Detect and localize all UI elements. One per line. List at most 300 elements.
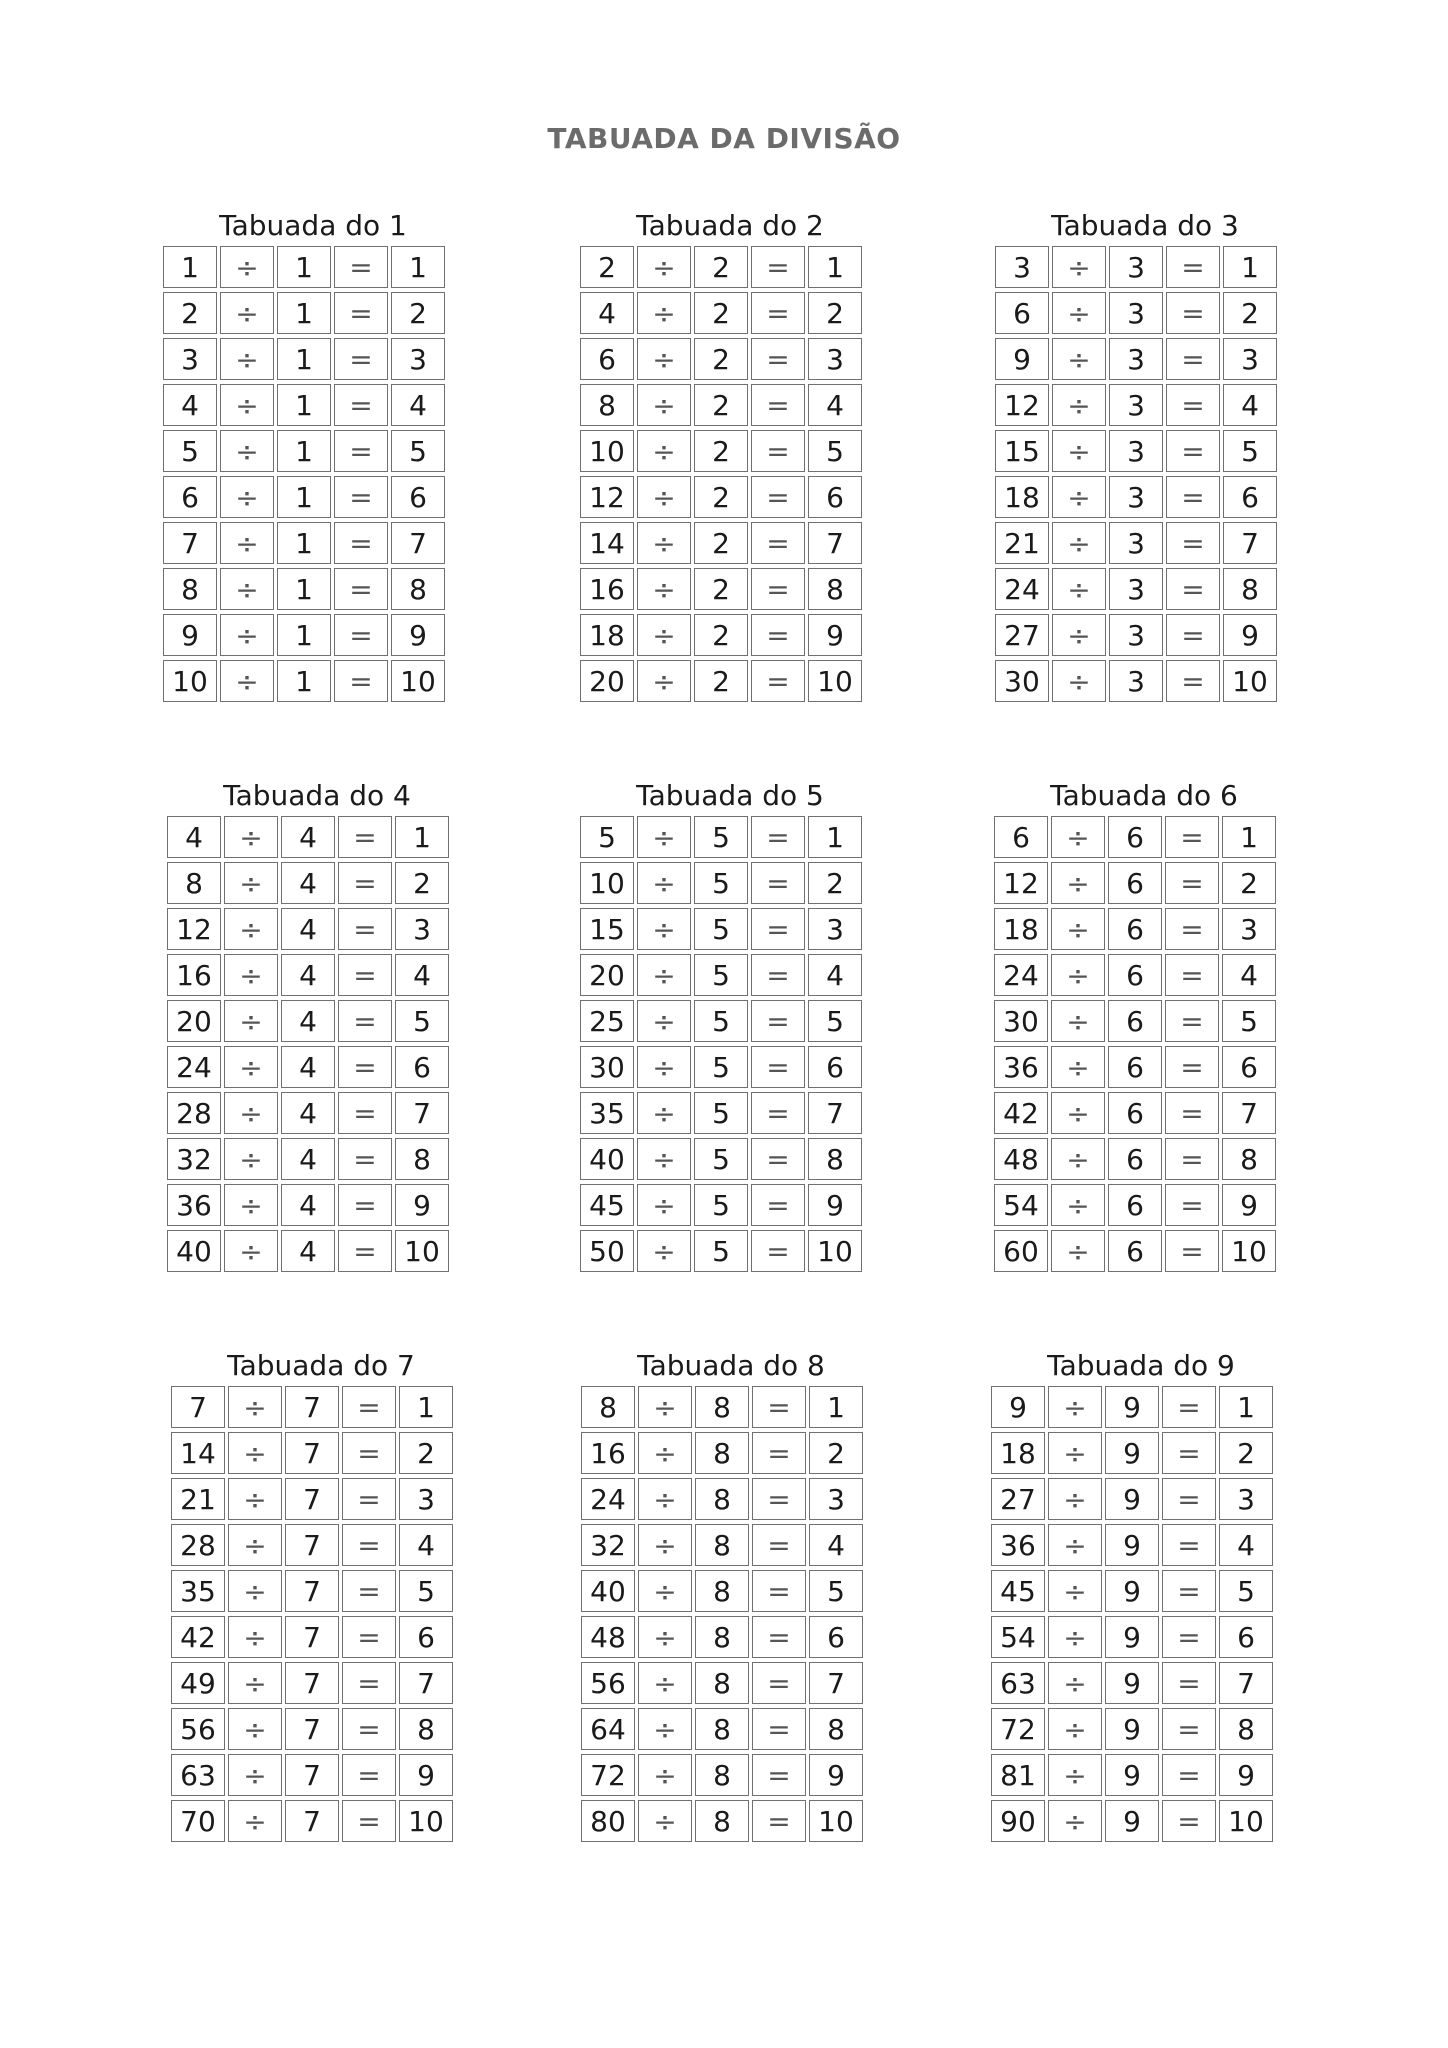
- divisor-cell: 3: [1109, 476, 1163, 518]
- division-table: [163, 208, 463, 706]
- divisor-cell: 1: [277, 568, 331, 610]
- divisor-cell: 4: [281, 862, 335, 904]
- quotient-cell: 3: [1223, 338, 1277, 380]
- table-row: [994, 1138, 1294, 1180]
- quotient-cell: 9: [395, 1184, 449, 1226]
- quotient-cell: 3: [391, 338, 445, 380]
- dividend-cell: 14: [580, 522, 634, 564]
- table-row: [171, 1754, 471, 1796]
- equals-sign-cell: =: [342, 1524, 396, 1566]
- divide-sign-cell: ÷: [1052, 476, 1106, 518]
- equals-sign-cell: =: [751, 568, 805, 610]
- dividend-cell: 30: [994, 1000, 1048, 1042]
- divisor-cell: 5: [694, 1046, 748, 1088]
- table-row: [163, 430, 463, 472]
- divisor-cell: 2: [694, 660, 748, 702]
- equals-sign-cell: =: [751, 908, 805, 950]
- quotient-cell: 2: [391, 292, 445, 334]
- dividend-cell: 36: [167, 1184, 221, 1226]
- table-row: [580, 954, 880, 996]
- divide-sign-cell: ÷: [1052, 246, 1106, 288]
- divide-sign-cell: ÷: [1052, 338, 1106, 380]
- dividend-cell: 2: [163, 292, 217, 334]
- divisor-cell: 6: [1108, 862, 1162, 904]
- quotient-cell: 2: [808, 292, 862, 334]
- dividend-cell: 30: [580, 1046, 634, 1088]
- divisor-cell: 1: [277, 338, 331, 380]
- dividend-cell: 6: [163, 476, 217, 518]
- dividend-cell: 27: [995, 614, 1049, 656]
- divisor-cell: 2: [694, 430, 748, 472]
- equals-sign-cell: =: [1165, 1138, 1219, 1180]
- quotient-cell: 9: [399, 1754, 453, 1796]
- divisor-cell: 5: [694, 1092, 748, 1134]
- divisor-cell: 3: [1109, 522, 1163, 564]
- divide-sign-cell: ÷: [637, 476, 691, 518]
- table-row: [580, 1138, 880, 1180]
- divisor-cell: 2: [694, 292, 748, 334]
- divide-sign-cell: ÷: [1052, 614, 1106, 656]
- divide-sign-cell: ÷: [637, 614, 691, 656]
- dividend-cell: 28: [167, 1092, 221, 1134]
- dividend-cell: 48: [994, 1138, 1048, 1180]
- equals-sign-cell: =: [1165, 1230, 1219, 1272]
- dividend-cell: 24: [994, 954, 1048, 996]
- table-row: [991, 1386, 1291, 1428]
- table-row: [991, 1616, 1291, 1658]
- equals-sign-cell: =: [1162, 1662, 1216, 1704]
- divisor-cell: 1: [277, 476, 331, 518]
- table-row: [991, 1708, 1291, 1750]
- divide-sign-cell: ÷: [637, 292, 691, 334]
- quotient-cell: 5: [399, 1570, 453, 1612]
- divisor-cell: 7: [285, 1570, 339, 1612]
- equals-sign-cell: =: [1165, 908, 1219, 950]
- dividend-cell: 20: [580, 954, 634, 996]
- quotient-cell: 2: [399, 1432, 453, 1474]
- equals-sign-cell: =: [338, 1138, 392, 1180]
- equals-sign-cell: =: [1165, 862, 1219, 904]
- divide-sign-cell: ÷: [224, 1000, 278, 1042]
- table-row: [167, 1092, 467, 1134]
- equals-sign-cell: =: [1166, 614, 1220, 656]
- equals-sign-cell: =: [1165, 1000, 1219, 1042]
- table-row: [167, 816, 467, 858]
- page-title: TABUADA DA DIVISÃO: [547, 122, 901, 155]
- dividend-cell: 20: [580, 660, 634, 702]
- divide-sign-cell: ÷: [220, 522, 274, 564]
- table-row: [580, 1092, 880, 1134]
- dividend-cell: 8: [163, 568, 217, 610]
- divide-sign-cell: ÷: [637, 908, 691, 950]
- dividend-cell: 70: [171, 1800, 225, 1842]
- equals-sign-cell: =: [334, 614, 388, 656]
- table-row: [171, 1708, 471, 1750]
- divide-sign-cell: ÷: [228, 1524, 282, 1566]
- equals-sign-cell: =: [751, 338, 805, 380]
- divisor-cell: 6: [1108, 1138, 1162, 1180]
- table-title: Tabuada do 6: [1050, 779, 1238, 812]
- table-row: [995, 292, 1295, 334]
- divisor-cell: 8: [695, 1432, 749, 1474]
- quotient-cell: 6: [1219, 1616, 1273, 1658]
- table-row: [171, 1478, 471, 1520]
- table-row: [171, 1662, 471, 1704]
- quotient-cell: 10: [1223, 660, 1277, 702]
- division-table: [171, 1348, 471, 1846]
- dividend-cell: 49: [171, 1662, 225, 1704]
- dividend-cell: 24: [581, 1478, 635, 1520]
- dividend-cell: 63: [171, 1754, 225, 1796]
- dividend-cell: 3: [163, 338, 217, 380]
- dividend-cell: 64: [581, 1708, 635, 1750]
- quotient-cell: 1: [1223, 246, 1277, 288]
- table-title: Tabuada do 8: [637, 1349, 825, 1382]
- divisor-cell: 1: [277, 292, 331, 334]
- equals-sign-cell: =: [334, 430, 388, 472]
- dividend-cell: 3: [995, 246, 1049, 288]
- equals-sign-cell: =: [751, 522, 805, 564]
- divisor-cell: 3: [1109, 384, 1163, 426]
- quotient-cell: 9: [808, 614, 862, 656]
- division-table: [581, 1348, 881, 1846]
- table-row: [580, 1000, 880, 1042]
- divide-sign-cell: ÷: [637, 430, 691, 472]
- equals-sign-cell: =: [752, 1478, 806, 1520]
- table-row: [991, 1432, 1291, 1474]
- divide-sign-cell: ÷: [637, 1000, 691, 1042]
- divisor-cell: 5: [694, 862, 748, 904]
- table-row: [995, 338, 1295, 380]
- table-row: [171, 1524, 471, 1566]
- table-row: [163, 476, 463, 518]
- quotient-cell: 3: [395, 908, 449, 950]
- divisor-cell: 5: [694, 1184, 748, 1226]
- quotient-cell: 9: [1222, 1184, 1276, 1226]
- divisor-cell: 8: [695, 1754, 749, 1796]
- equals-sign-cell: =: [751, 1184, 805, 1226]
- table-row: [580, 522, 880, 564]
- divide-sign-cell: ÷: [220, 476, 274, 518]
- quotient-cell: 3: [808, 908, 862, 950]
- division-table: [991, 1348, 1291, 1846]
- quotient-cell: 4: [808, 954, 862, 996]
- dividend-cell: 5: [163, 430, 217, 472]
- quotient-cell: 5: [809, 1570, 863, 1612]
- divisor-cell: 8: [695, 1616, 749, 1658]
- divide-sign-cell: ÷: [1051, 862, 1105, 904]
- equals-sign-cell: =: [751, 1138, 805, 1180]
- divide-sign-cell: ÷: [638, 1800, 692, 1842]
- divisor-cell: 8: [695, 1386, 749, 1428]
- table-row: [580, 614, 880, 656]
- divide-sign-cell: ÷: [1051, 1092, 1105, 1134]
- quotient-cell: 4: [1222, 954, 1276, 996]
- equals-sign-cell: =: [752, 1386, 806, 1428]
- table-row: [580, 908, 880, 950]
- dividend-cell: 72: [991, 1708, 1045, 1750]
- divide-sign-cell: ÷: [1051, 1138, 1105, 1180]
- quotient-cell: 6: [395, 1046, 449, 1088]
- divisor-cell: 7: [285, 1432, 339, 1474]
- quotient-cell: 5: [808, 1000, 862, 1042]
- divisor-cell: 3: [1109, 614, 1163, 656]
- dividend-cell: 16: [167, 954, 221, 996]
- dividend-cell: 80: [581, 1800, 635, 1842]
- divisor-cell: 9: [1105, 1524, 1159, 1566]
- quotient-cell: 10: [808, 1230, 862, 1272]
- equals-sign-cell: =: [752, 1570, 806, 1612]
- equals-sign-cell: =: [342, 1432, 396, 1474]
- dividend-cell: 81: [991, 1754, 1045, 1796]
- divisor-cell: 5: [694, 1000, 748, 1042]
- divide-sign-cell: ÷: [638, 1754, 692, 1796]
- equals-sign-cell: =: [334, 660, 388, 702]
- table-row: [581, 1524, 881, 1566]
- divisor-cell: 3: [1109, 292, 1163, 334]
- divide-sign-cell: ÷: [1051, 1046, 1105, 1088]
- equals-sign-cell: =: [1162, 1616, 1216, 1658]
- quotient-cell: 10: [399, 1800, 453, 1842]
- table-row: [167, 908, 467, 950]
- table-row: [580, 568, 880, 610]
- divisor-cell: 9: [1105, 1754, 1159, 1796]
- dividend-cell: 9: [991, 1386, 1045, 1428]
- table-row: [991, 1478, 1291, 1520]
- quotient-cell: 8: [1219, 1708, 1273, 1750]
- equals-sign-cell: =: [751, 384, 805, 426]
- dividend-cell: 24: [167, 1046, 221, 1088]
- dividend-cell: 10: [580, 430, 634, 472]
- divide-sign-cell: ÷: [224, 1046, 278, 1088]
- divide-sign-cell: ÷: [1052, 292, 1106, 334]
- divide-sign-cell: ÷: [228, 1570, 282, 1612]
- divisor-cell: 4: [281, 1230, 335, 1272]
- quotient-cell: 5: [395, 1000, 449, 1042]
- divide-sign-cell: ÷: [638, 1708, 692, 1750]
- divisor-cell: 4: [281, 1092, 335, 1134]
- dividend-cell: 9: [995, 338, 1049, 380]
- dividend-cell: 8: [581, 1386, 635, 1428]
- table-row: [171, 1386, 471, 1428]
- equals-sign-cell: =: [338, 1092, 392, 1134]
- table-title: Tabuada do 3: [1051, 209, 1239, 242]
- table-row: [995, 522, 1295, 564]
- equals-sign-cell: =: [1166, 338, 1220, 380]
- divisor-cell: 8: [695, 1662, 749, 1704]
- dividend-cell: 30: [995, 660, 1049, 702]
- equals-sign-cell: =: [342, 1570, 396, 1612]
- quotient-cell: 3: [1222, 908, 1276, 950]
- table-title: Tabuada do 5: [636, 779, 824, 812]
- quotient-cell: 9: [391, 614, 445, 656]
- divide-sign-cell: ÷: [1051, 816, 1105, 858]
- divisor-cell: 6: [1108, 1046, 1162, 1088]
- divide-sign-cell: ÷: [638, 1570, 692, 1612]
- dividend-cell: 2: [580, 246, 634, 288]
- divide-sign-cell: ÷: [638, 1524, 692, 1566]
- equals-sign-cell: =: [342, 1386, 396, 1428]
- division-table: [167, 778, 467, 1276]
- equals-sign-cell: =: [1162, 1478, 1216, 1520]
- table-title: Tabuada do 1: [219, 209, 407, 242]
- dividend-cell: 6: [580, 338, 634, 380]
- quotient-cell: 8: [391, 568, 445, 610]
- divide-sign-cell: ÷: [637, 660, 691, 702]
- divide-sign-cell: ÷: [637, 1092, 691, 1134]
- table-row: [995, 430, 1295, 472]
- divide-sign-cell: ÷: [638, 1616, 692, 1658]
- divisor-cell: 7: [285, 1386, 339, 1428]
- quotient-cell: 9: [809, 1754, 863, 1796]
- divisor-cell: 1: [277, 522, 331, 564]
- dividend-cell: 8: [167, 862, 221, 904]
- table-row: [991, 1754, 1291, 1796]
- quotient-cell: 2: [809, 1432, 863, 1474]
- quotient-cell: 9: [1223, 614, 1277, 656]
- divide-sign-cell: ÷: [228, 1616, 282, 1658]
- table-row: [580, 816, 880, 858]
- quotient-cell: 7: [809, 1662, 863, 1704]
- divide-sign-cell: ÷: [220, 292, 274, 334]
- divisor-cell: 4: [281, 954, 335, 996]
- equals-sign-cell: =: [1165, 816, 1219, 858]
- divide-sign-cell: ÷: [637, 568, 691, 610]
- divisor-cell: 2: [694, 522, 748, 564]
- equals-sign-cell: =: [1162, 1524, 1216, 1566]
- divide-sign-cell: ÷: [637, 384, 691, 426]
- divide-sign-cell: ÷: [228, 1708, 282, 1750]
- dividend-cell: 15: [995, 430, 1049, 472]
- equals-sign-cell: =: [751, 476, 805, 518]
- divide-sign-cell: ÷: [1048, 1386, 1102, 1428]
- table-row: [581, 1754, 881, 1796]
- equals-sign-cell: =: [1162, 1708, 1216, 1750]
- divide-sign-cell: ÷: [220, 384, 274, 426]
- dividend-cell: 4: [580, 292, 634, 334]
- quotient-cell: 4: [1223, 384, 1277, 426]
- dividend-cell: 40: [580, 1138, 634, 1180]
- equals-sign-cell: =: [1165, 1184, 1219, 1226]
- divide-sign-cell: ÷: [228, 1754, 282, 1796]
- division-table: [580, 208, 880, 706]
- table-row: [994, 1046, 1294, 1088]
- dividend-cell: 4: [167, 816, 221, 858]
- quotient-cell: 7: [399, 1662, 453, 1704]
- quotient-cell: 1: [1219, 1386, 1273, 1428]
- table-row: [580, 660, 880, 702]
- quotient-cell: 5: [1223, 430, 1277, 472]
- table-row: [994, 1000, 1294, 1042]
- equals-sign-cell: =: [751, 1092, 805, 1134]
- table-row: [171, 1570, 471, 1612]
- divide-sign-cell: ÷: [220, 246, 274, 288]
- quotient-cell: 7: [808, 522, 862, 564]
- equals-sign-cell: =: [751, 1000, 805, 1042]
- table-row: [581, 1478, 881, 1520]
- table-row: [580, 862, 880, 904]
- divisor-cell: 2: [694, 568, 748, 610]
- divisor-cell: 4: [281, 1046, 335, 1088]
- divide-sign-cell: ÷: [637, 1046, 691, 1088]
- divisor-cell: 9: [1105, 1800, 1159, 1842]
- dividend-cell: 10: [580, 862, 634, 904]
- divide-sign-cell: ÷: [1048, 1570, 1102, 1612]
- table-title: Tabuada do 4: [223, 779, 411, 812]
- equals-sign-cell: =: [342, 1708, 396, 1750]
- quotient-cell: 5: [1222, 1000, 1276, 1042]
- divisor-cell: 1: [277, 246, 331, 288]
- quotient-cell: 3: [808, 338, 862, 380]
- dividend-cell: 35: [171, 1570, 225, 1612]
- dividend-cell: 42: [171, 1616, 225, 1658]
- equals-sign-cell: =: [751, 292, 805, 334]
- table-row: [995, 614, 1295, 656]
- divisor-cell: 6: [1108, 908, 1162, 950]
- divisor-cell: 3: [1109, 338, 1163, 380]
- dividend-cell: 12: [580, 476, 634, 518]
- quotient-cell: 7: [1222, 1092, 1276, 1134]
- dividend-cell: 48: [581, 1616, 635, 1658]
- divide-sign-cell: ÷: [220, 430, 274, 472]
- table-row: [995, 660, 1295, 702]
- dividend-cell: 56: [581, 1662, 635, 1704]
- equals-sign-cell: =: [342, 1800, 396, 1842]
- quotient-cell: 10: [808, 660, 862, 702]
- dividend-cell: 36: [991, 1524, 1045, 1566]
- dividend-cell: 32: [167, 1138, 221, 1180]
- equals-sign-cell: =: [1166, 522, 1220, 564]
- table-row: [163, 660, 463, 702]
- equals-sign-cell: =: [1162, 1432, 1216, 1474]
- equals-sign-cell: =: [338, 816, 392, 858]
- equals-sign-cell: =: [334, 338, 388, 380]
- equals-sign-cell: =: [1162, 1386, 1216, 1428]
- table-row: [171, 1616, 471, 1658]
- table-row: [991, 1524, 1291, 1566]
- dividend-cell: 7: [171, 1386, 225, 1428]
- table-row: [580, 1184, 880, 1226]
- table-row: [163, 246, 463, 288]
- dividend-cell: 7: [163, 522, 217, 564]
- table-row: [995, 568, 1295, 610]
- table-row: [580, 430, 880, 472]
- dividend-cell: 56: [171, 1708, 225, 1750]
- equals-sign-cell: =: [338, 1184, 392, 1226]
- equals-sign-cell: =: [751, 614, 805, 656]
- quotient-cell: 6: [808, 476, 862, 518]
- quotient-cell: 9: [808, 1184, 862, 1226]
- equals-sign-cell: =: [751, 1046, 805, 1088]
- equals-sign-cell: =: [752, 1616, 806, 1658]
- quotient-cell: 8: [809, 1708, 863, 1750]
- table-row: [994, 1184, 1294, 1226]
- table-row: [167, 862, 467, 904]
- quotient-cell: 10: [391, 660, 445, 702]
- equals-sign-cell: =: [752, 1432, 806, 1474]
- division-table: [994, 778, 1294, 1276]
- table-row: [991, 1800, 1291, 1842]
- divisor-cell: 8: [695, 1524, 749, 1566]
- table-row: [994, 1230, 1294, 1272]
- quotient-cell: 2: [395, 862, 449, 904]
- divisor-cell: 5: [694, 908, 748, 950]
- quotient-cell: 4: [809, 1524, 863, 1566]
- table-row: [994, 1092, 1294, 1134]
- table-row: [163, 338, 463, 380]
- dividend-cell: 6: [994, 816, 1048, 858]
- divisor-cell: 2: [694, 614, 748, 656]
